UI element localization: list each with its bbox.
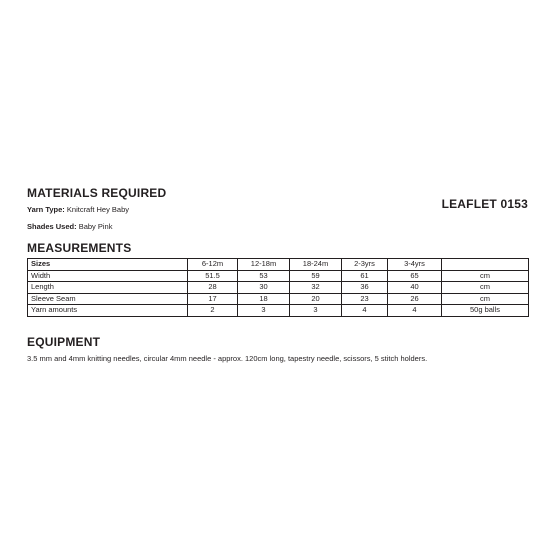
yarn-type-label: Yarn Type:: [27, 205, 65, 214]
table-cell: 20: [290, 293, 342, 305]
table-cell: 61: [342, 270, 388, 282]
shades-label: Shades Used:: [27, 222, 77, 231]
header-cell: 6-12m: [188, 259, 238, 271]
unit-cell: cm: [442, 293, 529, 305]
equipment-heading: EQUIPMENT: [27, 335, 101, 349]
yarn-type-value: Knitcraft Hey Baby: [66, 205, 129, 214]
row-label: Yarn amounts: [28, 305, 188, 317]
shades-line: [27, 222, 112, 231]
table-cell: 4: [388, 305, 442, 317]
table-cell: 28: [188, 282, 238, 294]
table-cell: 32: [290, 282, 342, 294]
measurements-heading: MEASUREMENTS: [27, 241, 132, 255]
header-cell: [442, 259, 529, 271]
table-cell: 4: [342, 305, 388, 317]
table-cell: 36: [342, 282, 388, 294]
row-label: Width: [28, 270, 188, 282]
table-cell: 65: [388, 270, 442, 282]
header-cell: 18-24m: [290, 259, 342, 271]
table-row: [28, 305, 529, 317]
header-cell: 12-18m: [238, 259, 290, 271]
table-cell: 3: [238, 305, 290, 317]
table-cell: 51.5: [188, 270, 238, 282]
yarn-type-line: [27, 205, 129, 214]
measurements-table: [27, 258, 529, 317]
table-cell: 18: [238, 293, 290, 305]
table-cell: 26: [388, 293, 442, 305]
row-label: Length: [28, 282, 188, 294]
header-sizes: Sizes: [28, 259, 188, 271]
table-row: [28, 293, 529, 305]
table-cell: 2: [188, 305, 238, 317]
table-cell: 17: [188, 293, 238, 305]
table-cell: 40: [388, 282, 442, 294]
unit-cell: 50g balls: [442, 305, 529, 317]
row-label: Sleeve Seam: [28, 293, 188, 305]
equipment-text: 3.5 mm and 4mm knitting needles, circular 4mm needle - approx. 120cm long, tapestry needle, scissors, 5 stitch holders.: [27, 354, 428, 363]
table-cell: 30: [238, 282, 290, 294]
table-row: [28, 270, 529, 282]
table-cell: 53: [238, 270, 290, 282]
header-cell: 3-4yrs: [388, 259, 442, 271]
unit-cell: cm: [442, 270, 529, 282]
table-cell: 59: [290, 270, 342, 282]
table-cell: 3: [290, 305, 342, 317]
table-header-row: [28, 259, 529, 271]
header-cell: 2-3yrs: [342, 259, 388, 271]
shades-value: Baby Pink: [78, 222, 113, 231]
table-row: [28, 282, 529, 294]
table-cell: 23: [342, 293, 388, 305]
unit-cell: cm: [442, 282, 529, 294]
materials-heading: MATERIALS REQUIRED: [27, 186, 167, 200]
leaflet-number: LEAFLET 0153: [441, 197, 528, 211]
